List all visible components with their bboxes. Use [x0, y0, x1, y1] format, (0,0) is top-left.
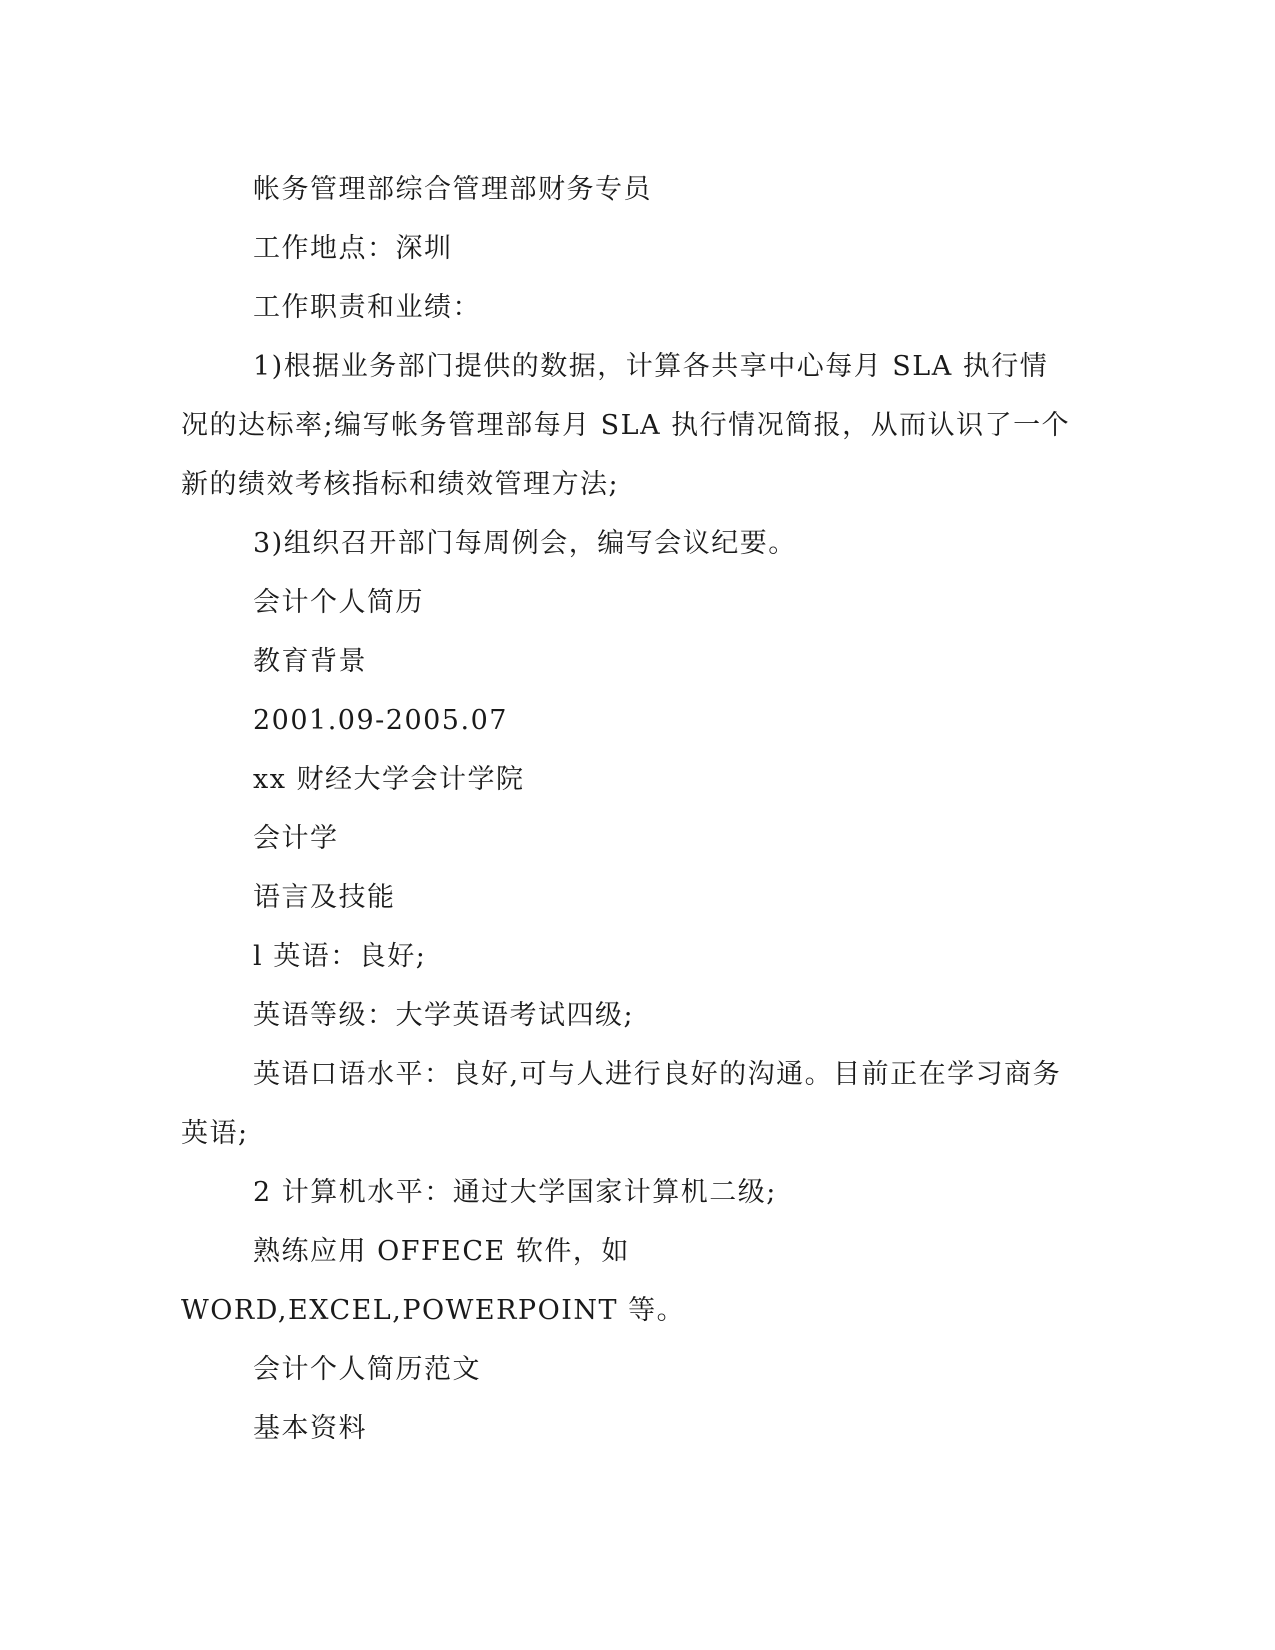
office-skills: 熟练应用 OFFECE 软件，如 WORD,EXCEL,POWERPOINT 等。 — [181, 1236, 686, 1326]
education-heading: 教育背景 — [253, 646, 367, 677]
english-level: 英语等级：大学英语考试四级; — [253, 1000, 635, 1031]
resume-section-title: 会计个人简历 — [253, 587, 424, 618]
education-dates: 2001.09-2005.07 — [253, 705, 508, 736]
document-body — [181, 160, 1076, 1458]
english-oral: 英语口语水平：良好,可与人进行良好的沟通。目前正在学习商务英语; — [181, 1059, 1062, 1149]
duty-item-1: 1)根据业务部门提供的数据，计算各共享中心每月 SLA 执行情况的达标率;编写帐务管理部每月 SLA 执行情况简报，从而认识了一个新的绩效考核指标和绩效管理方法; — [181, 351, 1071, 500]
education-school: xx 财经大学会计学院 — [253, 764, 525, 795]
resume-sample-title: 会计个人简历范文 — [253, 1354, 481, 1385]
english-skill: l 英语：良好; — [253, 941, 427, 972]
basic-info-heading: 基本资料 — [253, 1413, 367, 1444]
duty-item-3: 3)组织召开部门每周例会，编写会议纪要。 — [253, 528, 797, 559]
job-title: 帐务管理部综合管理部财务专员 — [253, 174, 652, 205]
work-location: 工作地点：深圳 — [253, 233, 453, 264]
duties-heading: 工作职责和业绩： — [253, 292, 481, 323]
education-major: 会计学 — [253, 823, 339, 854]
skills-heading: 语言及技能 — [253, 882, 396, 913]
computer-level: 2 计算机水平：通过大学国家计算机二级; — [253, 1177, 777, 1208]
